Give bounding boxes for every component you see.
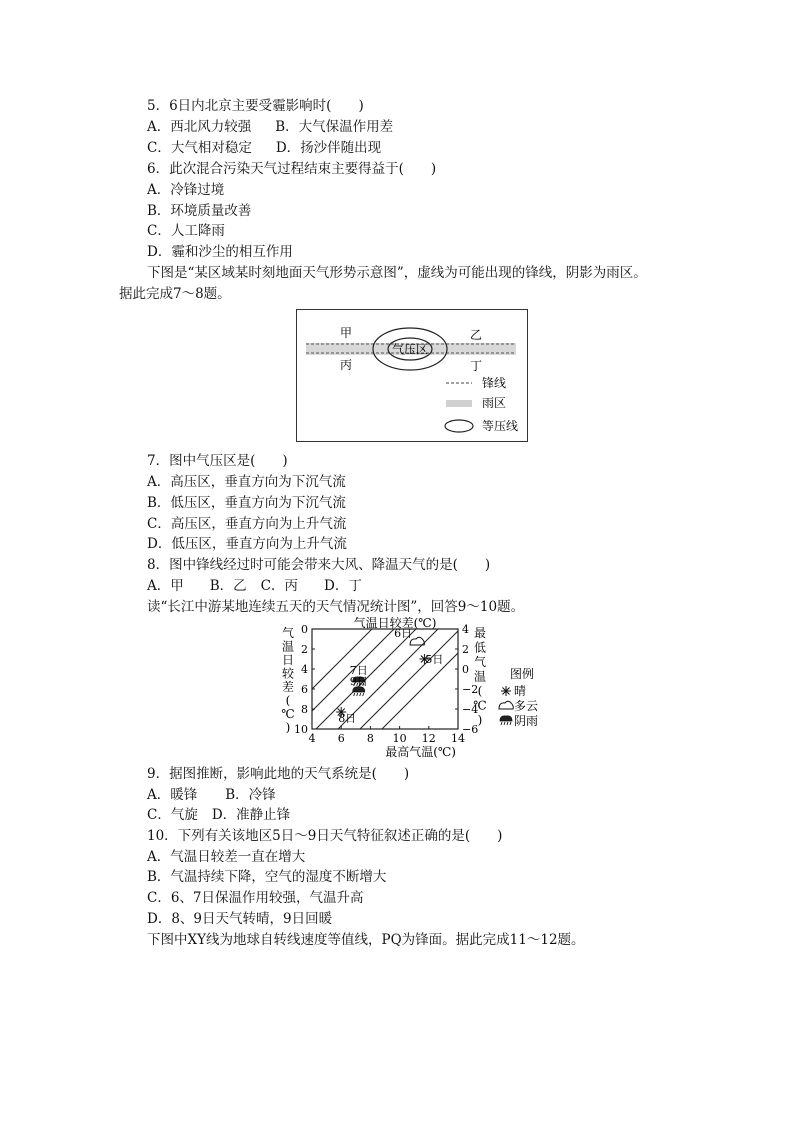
x-tick-label: 4 (308, 732, 316, 745)
rain-icon-cloud (500, 716, 512, 721)
right-tick-label: −6 (462, 723, 479, 736)
left-tick-label: 6 (301, 683, 308, 696)
cloud-icon (499, 701, 513, 709)
q5-option-a: A．西北风力较强 (147, 119, 252, 135)
legend-label: 晴 (514, 684, 527, 698)
left-axis-label-char: 日 (281, 653, 295, 667)
sun-icon (501, 686, 511, 696)
x-tick-label: 6 (337, 732, 345, 745)
q10-option-c: C．6、7日保温作用较强，气温升高 (147, 890, 364, 906)
x-tick-label: 14 (451, 732, 465, 745)
intro-11-12: 下图中XY线为地球自转线速度等值线，PQ为锋面。据此完成11～12题。 (147, 932, 585, 948)
q8-option-a: A．甲 (147, 578, 184, 594)
legend-isobar-label: 等压线 (482, 419, 519, 433)
q5-option-b: B．大气保温作用差 (275, 119, 394, 135)
q9-option-b: B．冷锋 (225, 787, 276, 803)
q10-option-b: B．气温持续下降，空气的湿度不断增大 (147, 869, 387, 885)
cloud-icon-shape (499, 701, 513, 709)
q6-option-c: C．人工降雨 (147, 223, 225, 239)
point-label: 9日 (349, 675, 368, 688)
left-axis-label-char: ) (285, 720, 291, 735)
q5-stem: 5．6日内北京主要受霾影响时( ) (147, 98, 364, 114)
q7-option-d: D．低压区，垂直方向为上升气流 (147, 536, 347, 552)
left-tick-label: 8 (301, 703, 308, 716)
rain-icon-drop (363, 693, 364, 696)
intro-9-10: 读“长江中游某地连续五天的天气情况统计图”，回答9～10题。 (147, 599, 525, 615)
left-tick-label: 4 (301, 663, 308, 676)
label-jia: 甲 (340, 326, 353, 340)
plot-frame (312, 629, 458, 729)
point-label: 8日 (338, 712, 357, 725)
legend-front-label: 锋线 (482, 376, 507, 390)
left-tick-label: 2 (301, 643, 308, 656)
cloud-icon-shape (410, 637, 424, 645)
rain-icon-drop (507, 722, 508, 725)
legend-title: 图例 (510, 667, 535, 681)
legend-rain-swatch (446, 400, 472, 407)
right-axis-label-char: 气 (473, 655, 487, 669)
weather-statistics-chart (276, 617, 546, 762)
rain-icon-drop (501, 722, 502, 725)
point-label: 6日 (394, 627, 413, 640)
diagonal-line (316, 617, 436, 729)
right-axis-label-char: 温 (473, 669, 487, 684)
rain-icon-drop (504, 722, 505, 725)
right-axis-label-char: 最 (473, 626, 487, 640)
q8-option-c: C．丙 (260, 578, 299, 594)
left-tick-label: 0 (301, 623, 308, 636)
rain-icon-drop (510, 722, 511, 725)
label-yi: 乙 (470, 328, 483, 342)
q8-options (147, 577, 362, 595)
rain-icon-drop (354, 693, 355, 696)
q5-options-row1 (147, 118, 393, 136)
right-axis-label-char: 低 (473, 640, 487, 655)
q6-option-b: B．环境质量改善 (147, 203, 252, 219)
chart-point-8日 (336, 707, 356, 725)
left-axis-label-char: 差 (281, 680, 295, 694)
point-label: 7日 (349, 664, 368, 677)
q9-option-d: D．准静止锋 (211, 807, 291, 823)
legend-rain-label: 雨区 (482, 396, 507, 410)
chart-point-5日 (419, 653, 443, 666)
q5-option-c: C．大气相对稳定 (147, 140, 252, 156)
right-tick-label: −4 (462, 703, 479, 716)
right-tick-label: 4 (462, 623, 469, 636)
right-tick-label: 0 (462, 663, 469, 676)
right-axis-label-char: ℃ (473, 698, 487, 713)
left-axis-label-char: 温 (281, 639, 295, 654)
q5-options-row2 (147, 139, 381, 157)
q7-option-c: C．高压区，垂直方向为上升气流 (147, 516, 347, 532)
legend-label: 多云 (514, 699, 539, 713)
q6-stem: 6．此次混合污染天气过程结束主要得益于( ) (147, 161, 437, 177)
intro-7-8-line2: 据此完成7～8题。 (119, 286, 231, 302)
q5-option-d: D．扬沙伴随出现 (275, 140, 382, 156)
x-tick-label: 12 (421, 732, 436, 745)
chart-legend (499, 666, 538, 728)
q8-stem: 8．图中锋线经过时可能会带来大风、降温天气的是( ) (147, 557, 491, 573)
q10-stem: 10．下列有关该地区5日～9日天气特征叙述正确的是( ) (147, 828, 503, 844)
label-bing: 丙 (340, 358, 353, 372)
q10-option-d: D．8、9日天气转晴，9日回暖 (147, 911, 333, 927)
left-axis-label-char: ℃ (281, 707, 295, 721)
q6-option-a: A．冷锋过境 (147, 182, 225, 198)
intro-7-8-line1: 下图是“某区域某时刻地面天气形势示意图”，虚线为可能出现的锋线，阴影为雨区。 (147, 265, 647, 281)
x-tick-label: 8 (366, 732, 374, 745)
rain-icon-drop (357, 693, 358, 696)
q10-option-a: A．气温日较差一直在增大 (147, 849, 306, 865)
left-axis-label-char: ( (285, 693, 291, 708)
left-axis-label-char: 较 (281, 666, 295, 681)
q9-options-row1 (147, 786, 276, 804)
left-tick-label: 10 (294, 723, 308, 736)
x-tick-label: 10 (392, 732, 407, 745)
point-label: 5日 (425, 653, 444, 666)
rain-icon (500, 716, 512, 725)
q6-option-d: D．霾和沙尘的相互作用 (147, 244, 293, 260)
q7-stem: 7．图中气压区是( ) (147, 453, 288, 469)
label-ding: 丁 (470, 359, 483, 373)
q9-option-a: A．暖锋 (147, 787, 198, 803)
left-axis-label-char: 气 (281, 626, 295, 640)
q9-option-c: C．气旋 (147, 807, 198, 823)
q7-option-b: B．低压区，垂直方向为下沉气流 (147, 495, 346, 511)
x-axis-label: 最高气温(℃) (385, 745, 456, 759)
weather-situation-diagram (296, 309, 528, 442)
q8-option-b: B．乙 (209, 578, 247, 594)
right-axis-label-char: ) (477, 713, 483, 727)
rain-icon-drop (360, 693, 361, 696)
q9-stem: 9．据图推断，影响此地的天气系统是( ) (147, 766, 410, 782)
right-tick-label: −2 (462, 683, 479, 696)
right-tick-label: 2 (462, 643, 469, 656)
q8-option-d: D．丁 (324, 578, 362, 594)
legend-label: 阴雨 (514, 714, 539, 728)
pressure-zone-label: 气压区 (391, 342, 429, 357)
right-axis-label-char: ( (477, 684, 483, 698)
q7-option-a: A．高压区，垂直方向为下沉气流 (147, 474, 346, 490)
q9-options-row2 (147, 806, 290, 824)
top-axis-label: 气温日较差(℃) (353, 617, 437, 630)
